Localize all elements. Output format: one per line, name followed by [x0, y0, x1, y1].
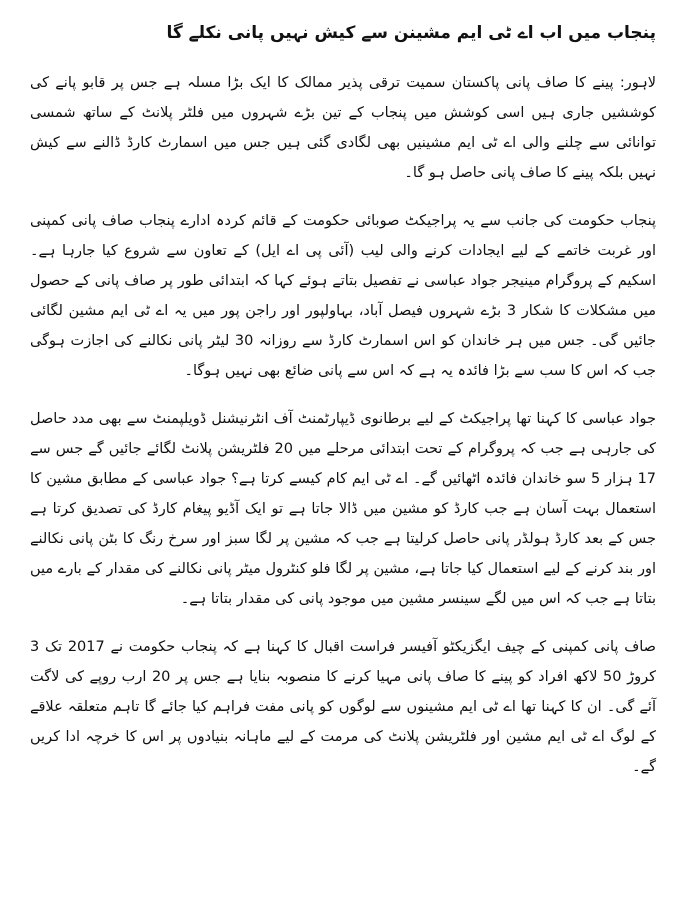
- article-paragraph-3: جواد عباسی کا کہنا تھا پراجیکٹ کے لیے برطانوی ڈیپارٹمنٹ آف انٹرنیشنل ڈویلپمنٹ سے بھی مدد حاصل کی جارہی ہے جب کہ پروگرام کے تحت ابتدائی مرحلے میں 20 فلٹریشن پلانٹ لگائے جائیں گے جس سے 17 ہزار 5 سو خاندان فائدہ اٹھائیں گے۔ اے ٹی ایم کام کیسے کرتا ہے؟ جواد عباسی کے مطابق مشین کا استعمال بہت آسان ہے جب کارڈ کو مشین میں ڈالا جاتا ہے تو ایک آڈیو پیغام کارڈ کی تصدیق کرتا ہے جس کے بعد کارڈ ہولڈر پانی حاصل کرلیتا ہے جب کہ مشین پر لگا سبز اور سرخ رنگ کا بٹن پانی نکالنے اور بند کرنے کے لیے استعمال کیا جاتا ہے، مشین پر لگا فلو کنٹرول میٹر پانی نکالنے کی مقدار کے بارے میں بتاتا ہے جب کہ اس میں لگے سینسر مشین میں موجود پانی کی مقدار بتاتا ہے۔: [30, 411, 657, 607]
- article-paragraph-2: پنجاب حکومت کی جانب سے یہ پراجیکٹ صوبائی حکومت کے قائم کردہ ادارے پنجاب صاف پانی کمپنی اور غربت خاتمے کے لیے ایجادات کرنے والی لیب (آئی پی اے ایل) کے تعاون سے شروع کیا جارہا ہے۔ اسکیم کے پروگرام مینیجر جواد عباسی نے تفصیل بتاتے ہوئے کہا کہ ابتدائی طور پر صاف پانی کے حصول میں مشکلات کا شکار 3 بڑے شہروں فیصل آباد، بہاولپور اور راجن پور میں یہ اے ٹی ایم مشین لگائی جائیں گی۔ جس میں ہر خاندان کو اس اسمارٹ کارڈ سے روزانہ 30 لیٹر پانی نکالنے کی اجازت ہوگی جب کہ اس کا سب سے بڑا فائدہ یہ ہے کہ اس سے پانی ضائع بھی نہیں ہوگا۔: [30, 213, 656, 379]
- article-paragraph-1: لاہور: پینے کا صاف پانی پاکستان سمیت ترقی پذیر ممالک کا ایک بڑا مسلہ ہے جس پر قابو پانے کی کوششیں جاری ہیں اسی کوشش میں پنجاب کے تین بڑے شہروں میں فلٹر پلانٹ کے ساتھ شمسی توانائی سے چلنے والی اے ٹی ایم مشینیں بھی لگادی گئی ہیں جس میں اسمارٹ کارڈ ڈالنے سے کیش نہیں بلکہ پینے کا صاف پانی حاصل ہو گا۔: [30, 75, 656, 181]
- article-paragraph-4: صاف پانی کمپنی کے چیف ایگزیکٹو آفیسر فراست اقبال کا کہنا ہے کہ پنجاب حکومت نے 2017 تک 3 کروڑ 50 لاکھ افراد کو پینے کا صاف پانی مہیا کرنے کا منصوبہ بنایا ہے جس پر 20 ارب روپے کی لاگت آئے گی۔ ان کا کہنا تھا اے ٹی ایم مشینوں سے لوگوں کو پانی مفت فراہم کیا جائے گا تاہم متعلقہ علاقے کے لوگ اے ٹی ایم مشین اور فلٹریشن پلانٹ کی مرمت کے لیے ماہانہ بنیادوں پر اس کا خرچہ ادا کریں گے۔: [30, 639, 656, 775]
- article-headline: پنجاب میں اب اے ٹی ایم مشینن سے کیش نہیں پانی نکلے گا: [166, 23, 656, 43]
- article: [30, 20, 656, 800]
